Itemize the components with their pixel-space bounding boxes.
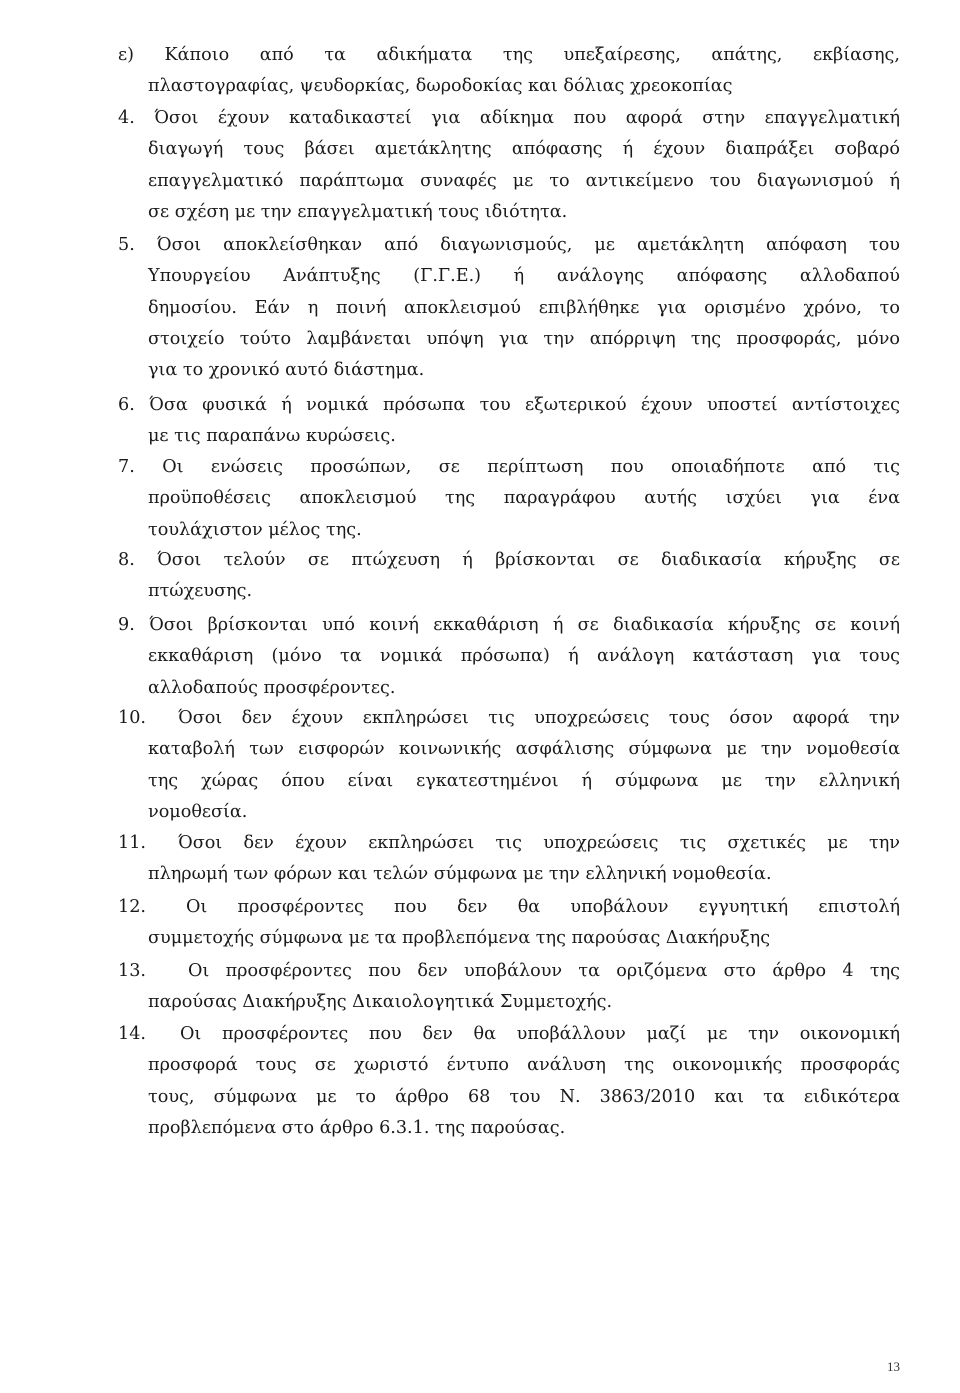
- text-line: σε σχέση με την επαγγελματική τους ιδιότητα.: [148, 201, 568, 222]
- clause-14: [118, 1019, 900, 1144]
- clause-label: 10.: [118, 708, 146, 728]
- text-line: στοιχείο τούτο λαμβάνεται υπόψη για την απόρριψη της προσφοράς, μόνο: [148, 328, 900, 349]
- clause-label: 5.: [118, 235, 135, 255]
- clause-label: 9.: [118, 615, 135, 635]
- text-line: της χώρας όπου είναι εγκατεστημένοι ή σύμφωνα με την ελληνική: [148, 770, 900, 791]
- text-line: 5. Όσοι αποκλείσθηκαν από διαγωνισμούς, με αμετάκλητη απόφαση του: [118, 230, 900, 261]
- clause-label: 14.: [118, 1024, 146, 1044]
- clause-13: [118, 956, 900, 1019]
- clause-label: 12.: [118, 897, 146, 917]
- text-line: δημοσίου. Εάν η ποινή αποκλεισμού επιβλήθηκε για ορισμένο χρόνο, το: [148, 297, 900, 318]
- clause-12: [118, 892, 900, 955]
- clause-label: 11.: [118, 833, 146, 853]
- text-line: 9. Όσοι βρίσκονται υπό κοινή εκκαθάριση ή σε διαδικασία κήρυξης σε κοινή: [118, 610, 900, 641]
- text-line: 12. Οι προσφέροντες που δεν θα υποβάλουν εγγυητική επιστολή: [118, 892, 900, 923]
- text-line: για το χρονικό αυτό διάστημα.: [148, 360, 425, 381]
- text-line: 7. Οι ενώσεις προσώπων, σε περίπτωση που οποιαδήποτε από τις: [118, 452, 900, 483]
- clause-label: 4.: [118, 108, 135, 128]
- text-line: συμμετοχής σύμφωνα με τα προβλεπόμενα της παρούσας Διακήρυξης: [148, 928, 771, 949]
- clause-5: [118, 230, 900, 386]
- text-line: με τις παραπάνω κυρώσεις.: [148, 426, 396, 447]
- text-line: 13. Οι προσφέροντες που δεν υποβάλουν τα οριζόμενα στο άρθρο 4 της: [118, 956, 900, 987]
- page-number: 13: [887, 1359, 900, 1374]
- clause-label: 7.: [118, 457, 135, 477]
- text-line: τους, σύμφωνα με το άρθρο 68 του Ν. 3863/2010 και τα ειδικότερα: [148, 1086, 900, 1107]
- clause-label: 8.: [118, 550, 135, 570]
- text-line: προβλεπόμενα στο άρθρο 6.3.1. της παρούσας.: [148, 1117, 566, 1138]
- clause-e: [118, 40, 900, 103]
- text-line: Υπουργείου Ανάπτυξης (Γ.Γ.Ε.) ή ανάλογης απόφασης αλλοδαπού: [148, 266, 900, 287]
- text-line: 11. Όσοι δεν έχουν εκπληρώσει τις υποχρεώσεις τις σχετικές με την: [118, 828, 900, 859]
- clause-label: 13.: [118, 961, 146, 981]
- text-line: 10. Όσοι δεν έχουν εκπληρώσει τις υποχρεώσεις τους όσον αφορά την: [118, 703, 900, 734]
- text-line: 14. Οι προσφέροντες που δεν θα υποβάλλουν μαζί με την οικονομική: [118, 1019, 900, 1050]
- clause-9: [118, 610, 900, 704]
- clause-10: [118, 703, 900, 828]
- clause-4: [118, 103, 900, 228]
- text-line: ε) Κάποιο από τα αδικήματα της υπεξαίρεσης, απάτης, εκβίασης,: [118, 40, 900, 71]
- clause-6: [118, 390, 900, 453]
- text-line: καταβολή των εισφορών κοινωνικής ασφάλισης σύμφωνα με την νομοθεσία: [148, 739, 900, 760]
- clause-8: [118, 545, 900, 608]
- text-line: 8. Όσοι τελούν σε πτώχευση ή βρίσκονται σε διαδικασία κήρυξης σε: [118, 545, 900, 576]
- text-line: τουλάχιστον μέλος της.: [148, 519, 362, 540]
- text-line: πληρωμή των φόρων και τελών σύμφωνα με την ελληνική νομοθεσία.: [148, 864, 772, 885]
- text-line: εκκαθάριση (μόνο τα νομικά πρόσωπα) ή ανάλογη κατάσταση για τους: [148, 646, 900, 667]
- text-line: προσφορά τους σε χωριστό έντυπο ανάλυση της οικονομικής προσφοράς: [148, 1055, 900, 1076]
- text-line: 6. Όσα φυσικά ή νομικά πρόσωπα του εξωτερικού έχουν υποστεί αντίστοιχες: [118, 390, 900, 421]
- text-line: προϋποθέσεις αποκλεισμού της παραγράφου αυτής ισχύει για ένα: [148, 488, 900, 509]
- clause-label: 6.: [118, 395, 135, 415]
- text-line: παρούσας Διακήρυξης Δικαιολογητικά Συμμετοχής.: [148, 992, 613, 1013]
- text-line: νομοθεσία.: [148, 801, 248, 822]
- clause-11: [118, 828, 900, 891]
- text-line: 4. Όσοι έχουν καταδικαστεί για αδίκημα που αφορά στην επαγγελματική: [118, 103, 900, 134]
- text-line: πτώχευσης.: [148, 581, 253, 602]
- text-line: επαγγελματικό παράπτωμα συναφές με το αντικείμενο του διαγωνισμού ή: [148, 170, 900, 191]
- clause-label: ε): [118, 45, 134, 65]
- text-line: διαγωγή τους βάσει αμετάκλητης απόφασης ή έχουν διαπράξει σοβαρό: [148, 139, 900, 160]
- clause-7: [118, 452, 900, 546]
- text-line: πλαστογραφίας, ψευδορκίας, δωροδοκίας και δόλιας χρεοκοπίας: [148, 76, 733, 97]
- text-line: αλλοδαπούς προσφέροντες.: [148, 677, 396, 698]
